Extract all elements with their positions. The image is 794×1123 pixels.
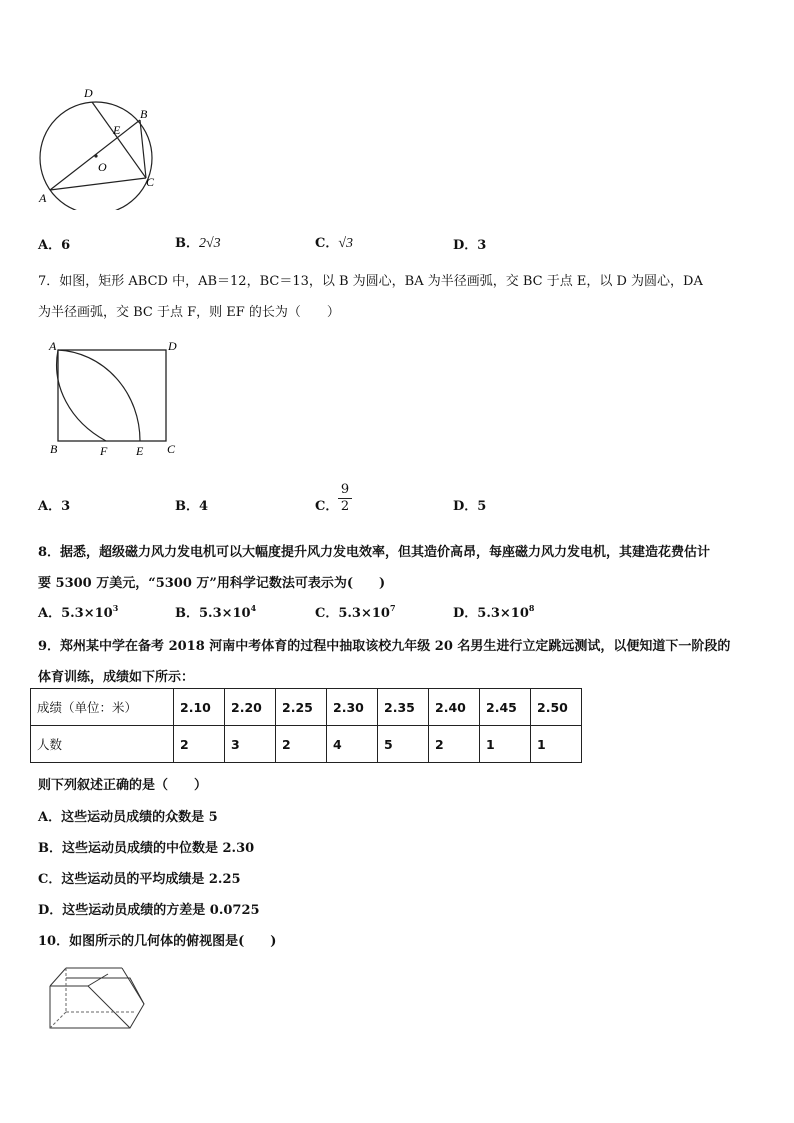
q7-text-line2: 为半径画弧，交 BC 于点 F，则 EF 的长为（ ） [38,305,340,320]
q6-option-b[interactable]: B．2√3 [175,236,221,251]
edge-hidden-2 [50,1012,66,1028]
table-cell: 2.50 [531,689,582,726]
q9-option-b[interactable]: B．这些运动员成绩的中位数是 2.30 [38,841,255,856]
table-row [31,689,582,726]
table-cell: 2.30 [327,689,378,726]
label-b: B [140,107,148,121]
chord-ac [50,178,146,190]
q9-option-d[interactable]: D．这些运动员成绩的方差是 0.0725 [38,903,260,918]
q6-option-c[interactable]: C．√3 [315,236,354,251]
q8-option-d[interactable]: D．$5.3\times 10^8$ [453,603,535,621]
q7-option-a[interactable]: A．3 [38,499,71,514]
table-cell: 5 [378,726,429,763]
edge-top-left [50,968,66,986]
label-a: A [39,191,47,205]
q7-option-c-fraction: 9 2 [338,482,352,515]
label-f: F [100,444,108,458]
label-c: C [167,442,176,456]
q7-option-c[interactable]: C． [315,499,339,514]
rect-abcd [58,350,166,441]
q9-score-table [30,688,582,763]
label-d: D [168,339,177,353]
label-e: E [136,444,144,458]
table-cell: 2.45 [480,689,531,726]
q7-option-d[interactable]: D．5 [453,499,487,514]
label-o: O [98,160,107,174]
table-row [31,726,582,763]
q9-option-c[interactable]: C．这些运动员的平均成绩是 2.25 [38,872,241,887]
table-cell: 3 [225,726,276,763]
q9-text-line2: 体育训练，成绩如下所示： [38,670,195,685]
edge-inner-slant [88,974,108,986]
edge-top-right [122,968,144,1004]
q8-text-line2: 要 5300 万美元，“5300 万”用科学记数法可表示为( ) [38,576,386,591]
table-cell: 2 [429,726,480,763]
table-cell: 2.35 [378,689,429,726]
table-cell: 4 [327,726,378,763]
table-cell: 2 [174,726,225,763]
table-cell: 2.25 [276,689,327,726]
q9-text-line1: 9．郑州某中学在备考 2018 河南中考体育的过程中抽取该校九年级 20 名男生进行立定跳远测试，以便知道下一阶段的 [38,639,731,654]
q8-option-c[interactable]: C．$5.3\times 10^7$ [315,603,396,621]
q10-solid-figure [44,962,148,1032]
label-e: E [113,123,121,137]
table-cell: 1 [531,726,582,763]
q8-option-a[interactable]: A．$5.3\times 10^3$ [38,603,119,621]
label-a: A [49,339,57,353]
q8-option-b[interactable]: B．$5.3\times 10^4$ [175,603,257,621]
q9-option-a[interactable]: A．这些运动员成绩的众数是 5 [38,810,218,825]
q10-text-line1: 10．如图所示的几何体的俯视图是( ) [38,934,277,949]
center-point [94,154,97,157]
q6-circle-figure [30,80,170,210]
table-header-score: 成绩（单位：米） [31,689,174,726]
chord-bc [140,120,146,178]
q7-rectangle-figure [40,335,190,460]
label-d: D [84,86,93,100]
q9-question: 则下列叙述正确的是（ ） [38,778,208,793]
edge-inner-right [88,986,130,1028]
q6-option-a[interactable]: A．6 [38,238,71,253]
table-cell: 1 [480,726,531,763]
label-b: B [50,442,58,456]
table-cell: 2 [276,726,327,763]
table-header-count: 人数 [31,726,174,763]
table-cell: 2.10 [174,689,225,726]
q7-text-line1: 7．如图，矩形 ABCD 中，AB＝12，BC＝13，以 B 为圆心，BA 为半径画弧，交 BC 于点 E，以 D 为圆心，DA [38,274,703,289]
label-c: C [146,175,155,189]
arc-ae [58,350,140,441]
q8-text-line1: 8．据悉，超级磁力风力发电机可以大幅度提升风力发电效率，但其造价高昂，每座磁力风力发电机，其建造花费估计 [38,545,711,560]
q6-option-d[interactable]: D．3 [453,238,487,253]
q7-option-b[interactable]: B．4 [175,499,209,514]
table-cell: 2.20 [225,689,276,726]
table-cell: 2.40 [429,689,480,726]
